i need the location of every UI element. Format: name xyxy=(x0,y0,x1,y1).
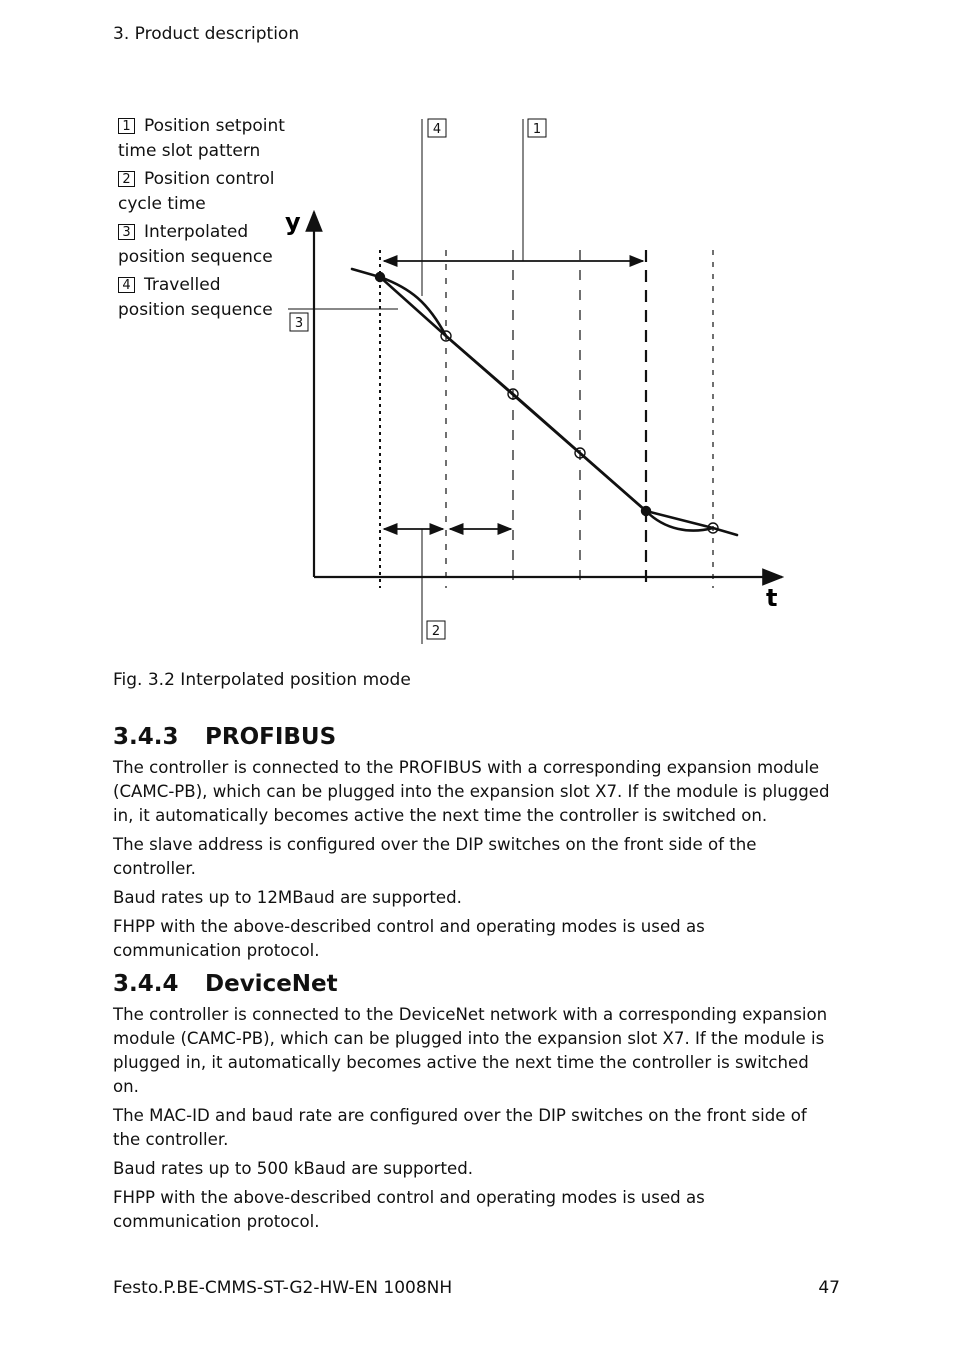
section-number: 3.4.4 xyxy=(113,971,179,997)
callout-number: 3 xyxy=(294,316,304,331)
setpoint-marker xyxy=(642,507,651,516)
interpolation-points xyxy=(376,273,719,534)
section-profibus xyxy=(113,724,833,968)
legend-text: Travelled position sequence xyxy=(118,275,273,320)
footer-document-id: Festo.P.BE-CMMS-ST-G2-HW-EN 1008NH xyxy=(113,1278,453,1298)
setpoint-marker xyxy=(376,273,385,282)
time-grid xyxy=(380,250,713,588)
callout-number: 1 xyxy=(532,122,542,137)
legend-text: Position control cycle time xyxy=(118,169,275,214)
legend-number: 1 xyxy=(118,118,135,134)
legend-number: 2 xyxy=(118,171,135,187)
callout-number: 4 xyxy=(432,122,442,137)
legend-text: Position setpoint time slot pattern xyxy=(118,116,285,161)
y-axis-label: y xyxy=(285,208,301,236)
travelled-sequence xyxy=(380,277,713,531)
legend-number: 4 xyxy=(118,277,135,293)
section-heading xyxy=(113,724,833,750)
paragraph: The slave address is configured over the DIP switches on the front side of the controller. xyxy=(113,835,757,878)
legend-text: Interpolated position sequence xyxy=(118,222,273,267)
paragraph: Baud rates up to 500 kBaud are supported. xyxy=(113,1159,474,1178)
paragraph: The MAC-ID and baud rate are configured over the DIP switches on the front side of the controller. xyxy=(113,1106,807,1149)
paragraph: The controller is connected to the PROFIBUS with a corresponding expansion module (CAMC-PB), which can be plugged into the expansion slot X7. If the module is plugged in, it automatically becomes active the next time the controller is switched on. xyxy=(113,758,830,825)
axes xyxy=(285,208,782,612)
interpolated-sequence xyxy=(352,269,737,535)
section-heading xyxy=(113,971,833,997)
footer-page-number: 47 xyxy=(818,1278,840,1298)
paragraph: FHPP with the above-described control and operating modes is used as communication protocol. xyxy=(113,1188,705,1231)
callout-labels xyxy=(295,122,541,639)
position-curves xyxy=(352,269,737,535)
running-header: 3. Product description xyxy=(113,24,300,44)
callouts xyxy=(288,119,546,644)
section-number: 3.4.3 xyxy=(113,724,179,750)
paragraph: FHPP with the above-described control and operating modes is used as communication protocol. xyxy=(113,917,705,960)
callout-number: 2 xyxy=(431,624,441,639)
x-axis-label: t xyxy=(766,584,778,612)
paragraph: Baud rates up to 12MBaud are supported. xyxy=(113,888,462,907)
paragraph: The controller is connected to the DeviceNet network with a corresponding expansion module (CAMC-PB), which can be plugged into the expansion slot X7. If the module is plugged in, it automatically becomes active the next time the controller is switched on. xyxy=(113,1005,828,1096)
legend-number: 3 xyxy=(118,224,135,240)
section-title: DeviceNet xyxy=(205,971,338,997)
figure-caption: Fig. 3.2 Interpolated position mode xyxy=(113,670,411,690)
section-devicenet xyxy=(113,971,833,1239)
section-title: PROFIBUS xyxy=(205,724,337,750)
